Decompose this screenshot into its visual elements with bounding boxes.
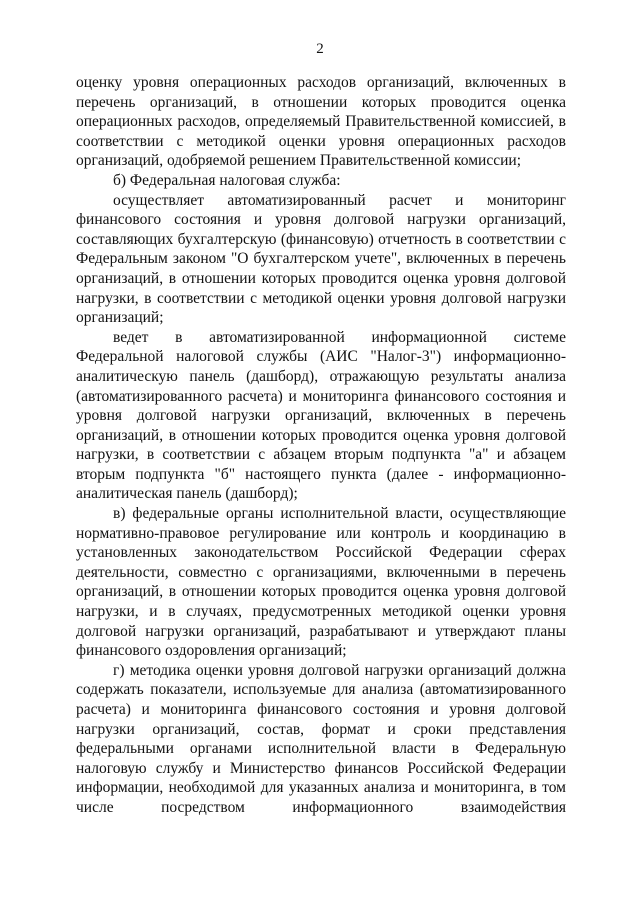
paragraph-b-calculation: осуществляет автоматизированный расчет и мониторинг финансового состояния и уровня долговой нагрузки организаций, составляющих бухгалтерскую (финансовую) отчетность в соответствии с Федеральным законом "О бухгалтерском учете", включенных в перечень организаций, в отношении которых проводится оценка уровня долговой нагрузки, в соответствии с методикой оценки уровня долговой нагрузки организаций; — [76, 191, 566, 327]
paragraph-g-methodology: г) методика оценки уровня долговой нагрузки организаций должна содержать показатели, используемые для анализа (автоматизированного расчета) и мониторинга финансового состояния и уровня долговой нагрузки организаций, состав, формат и сроки представления федеральными органами исполнительной власти в Федеральную налоговую службу и Министерство финансов Российской Федерации информации, необходимой для указанных анализа и мониторинга, в том числе посредством информационного взаимодействия — [76, 661, 566, 816]
paragraph-b-heading: б) Федеральная налоговая служба: — [113, 171, 341, 189]
paragraph-b-dashboard: ведет в автоматизированной информационной системе Федеральной налоговой службы (АИС "Налог-3") информационно-аналитическую панель (дашборд), отражающую результаты анализа (автоматизированного расчета) и мониторинга финансового состояния и уровня долговой нагрузки организаций, включенных в перечень организаций, в отношении которых проводится оценка уровня долговой нагрузки, в соответствии с абзацем вторым подпункта "а" и абзацем вторым подпункта "б" настоящего пункта (далее - информационно-аналитическая панель (дашборд); — [76, 328, 566, 503]
paragraph-v-authorities: в) федеральные органы исполнительной власти, осуществляющие нормативно-правовое регулирование или контроль и координацию в установленных законодательством Российской Федерации сферах деятельности, совместно с организациями, включенными в перечень организаций, в отношении которых проводится оценка уровня долговой нагрузки, и в случаях, предусмотренных методикой оценки уровня долговой нагрузки организаций, разрабатывают и утверждают планы финансового оздоровления организаций; — [76, 505, 566, 660]
page-number: 2 — [316, 41, 324, 57]
paragraph-operating-costs: оценку уровня операционных расходов организаций, включенных в перечень организаций, в отношении которых проводится оценка операционных расходов, определяемый Правительственной комиссией, в соответствии с методикой оценки уровня операционных расходов организаций, одобряемой решением Правительственной комиссии; — [76, 74, 566, 170]
document-body — [76, 73, 566, 818]
